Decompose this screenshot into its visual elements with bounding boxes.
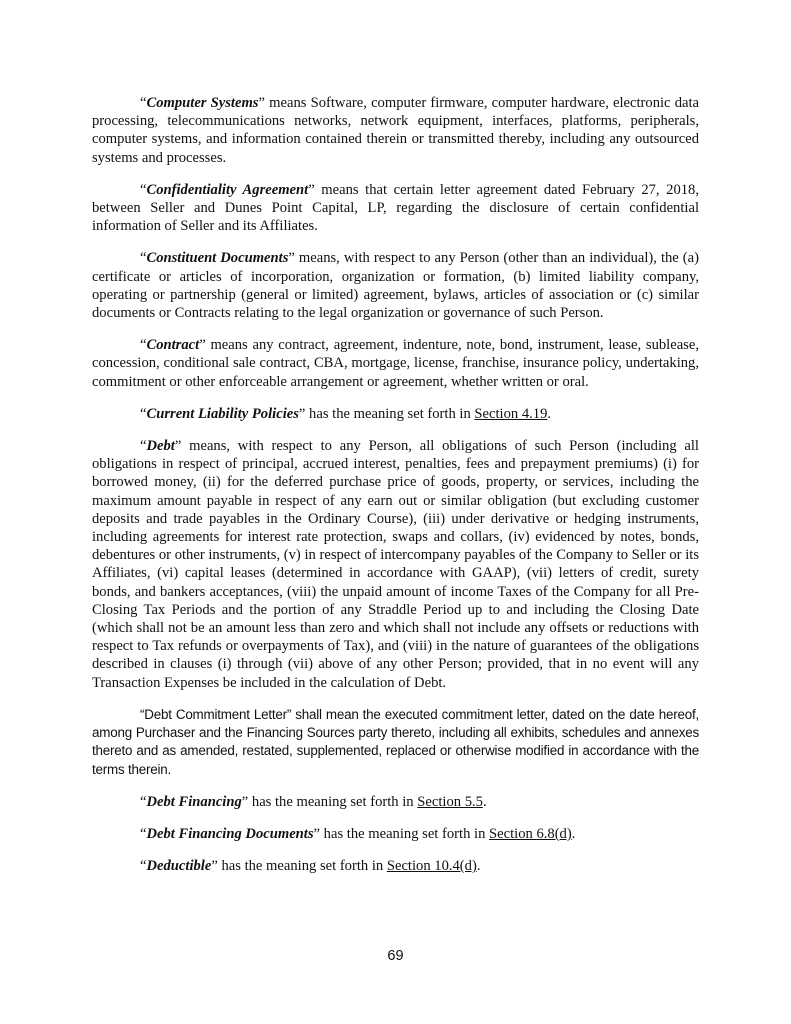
definition-text: means Software, computer firmware, computer hardware, electronic data processing, telecommunications networks, network equipment, interfaces, platforms, peripherals, computer systems, and information contained therein or transmitted thereby, including any outsourced systems and processes. — [92, 95, 699, 166]
definition-text: has the meaning set forth in — [305, 405, 475, 422]
defined-term: Constituent Documents — [146, 250, 289, 267]
definition-tail: . — [482, 793, 487, 810]
definition-text: means, with respect to any Person, all obligations of such Person (including all obligations in respect of principal, accrued interest, penalties, fees and prepayment premiums) (i) for borrowed money, (ii) for the deferred purchase price of goods, property, or services, including the maximum amount payable in respect of any earn out or similar obligation (but excluding customer deposits and trade payables in the Ordinary Course), (iii) under derivative or hedging instruments, including agreements for interest rate protection, swaps and collars, (iv) evidenced by notes, bonds, debentures or other instruments, (v) in respect of intercompany payables of the Company to Seller or its Affiliates, (vi) capital leases (determined in accordance with GAAP), (vii) letters of credit, surety bonds, and bankers acceptances, (viii) the unpaid amount of income Taxes of the Company for all Pre-Closing Tax Periods and the portion of any Straddle Period up to and including the Closing Date (which shall not be an amount less than zero and which shall not include any offsets or reductions with respect to Tax refunds or overpayments of Tax), and (viii) in the nature of guarantees of the obligations described in clauses (i) through (vii) above of any other Person; provided, that in no event will any Transaction Expenses be included in the calculation of Debt. — [92, 438, 699, 691]
page-number: 69 — [387, 948, 404, 964]
definition-computer-systems: “Computer Systems” means Software, computer firmware, computer hardware, electronic data processing, telecommunications networks, network equipment, interfaces, platforms, peripherals, computer systems, and information contained therein or transmitted thereby, including any outsourced systems and processes. — [92, 95, 699, 166]
definition-deductible: “Deductible” has the meaning set forth in Section 10.4(d). — [140, 858, 481, 875]
definition-debt-financing: “Debt Financing” has the meaning set forth in Section 5.5. — [140, 793, 487, 810]
definition-debt-commitment-letter: “Debt Commitment Letter” shall mean the executed commitment letter, dated on the date hereof, among Purchaser and the Financing Sources party thereto, including all exhibits, schedules and annexes thereto and as amended, restated, supplemented, replaced or otherwise modified in accordance with the terms therein. — [92, 706, 699, 777]
definition-tail: . — [547, 405, 552, 422]
definition-tail: . — [571, 825, 576, 842]
definition-text: has the meaning set forth in — [248, 793, 418, 810]
defined-term: Debt Financing Documents — [146, 825, 314, 842]
definition-contract: “Contract” means any contract, agreement, indenture, note, bond, instrument, lease, sublease, concession, conditional sale contract, CBA, mortgage, license, franchise, insurance policy, undertaking, commitment or other enforceable arrangement or agreement, whether written or oral. — [92, 337, 699, 390]
definition-text: means any contract, agreement, indenture, note, bond, instrument, lease, sublease, concession, conditional sale contract, CBA, mortgage, license, franchise, insurance policy, undertaking, commitment or other enforceable arrangement or agreement, whether written or oral. — [92, 337, 699, 390]
definition-text: means that certain letter agreement dated February 27, 2018, between Seller and Dunes Point Capital, LP, regarding the disclosure of certain confidential information of Seller and its Affiliates. — [92, 181, 699, 235]
defined-term: Debt — [146, 438, 175, 455]
definition-debt-financing-documents: “Debt Financing Documents” has the meaning set forth in Section 6.8(d). — [140, 825, 576, 842]
definitions-list — [92, 94, 699, 889]
definition-constituent-documents: “Constituent Documents” means, with respect to any Person (other than an individual), the (a) certificate or articles of incorporation, organization or formation, (b) limited liability company, operating or partnership (general or limited) agreement, bylaws, articles of association or (c) similar documents or Contracts relating to the legal organization or governance of such Person. — [92, 250, 700, 322]
defined-term: Debt Commitment Letter — [144, 706, 287, 722]
definition-current-liability-policies: “Current Liability Policies” has the meaning set forth in Section 4.19. — [140, 405, 552, 422]
section-reference-link[interactable]: Section 6.8(d) — [489, 825, 572, 842]
definition-tail: . — [476, 858, 481, 875]
section-reference-link[interactable]: Section 5.5 — [417, 793, 483, 810]
defined-term: Contract — [146, 337, 200, 354]
defined-term: Confidentiality Agreement — [146, 181, 309, 198]
definition-debt: “Debt” means, with respect to any Person, all obligations of such Person (including all obligations in respect of principal, accrued interest, penalties, fees and prepayment premiums) (i) for borrowed money, (ii) for the deferred purchase price of goods, property, or services, including the maximum amount payable in respect of any earn out or similar obligation (but excluding customer deposits and trade payables in the Ordinary Course), (iii) under derivative or hedging instruments, including agreements for interest rate protection, swaps and collars, (iv) evidenced by notes, bonds, debentures or other instruments, (v) in respect of intercompany payables of the Company to Seller or its Affiliates, (vi) capital leases (determined in accordance with GAAP), (vii) letters of credit, surety bonds, and bankers acceptances, (viii) the unpaid amount of income Taxes of the Company for all Pre-Closing Tax Periods and the portion of any Straddle Period up to and including the Closing Date (which shall not be an amount less than zero and which shall not include any offsets or reductions with respect to Tax refunds or overpayments of Tax), and (viii) in the nature of guarantees of the obligations described in clauses (i) through (vii) above of any other Person; provided, that in no event will any Transaction Expenses be included in the calculation of Debt. — [92, 438, 699, 691]
definition-confidentiality-agreement: “Confidentiality Agreement” means that certain letter agreement dated February 27, 2018, between Seller and Dunes Point Capital, LP, regarding the disclosure of certain confidential information of Seller and its Affiliates. — [92, 181, 699, 235]
defined-term: Current Liability Policies — [146, 405, 299, 422]
defined-term: Deductible — [146, 858, 212, 875]
definition-text: shall mean the executed commitment letter, dated on the date hereof, among Purchaser and the Financing Sources party thereto, including all exhibits, schedules and annexes thereto and as amended, restated, supplemented, replaced or otherwise modified in accordance with the terms therein. — [92, 706, 699, 777]
section-reference-link[interactable]: Section 4.19 — [474, 405, 548, 422]
definition-text: has the meaning set forth in — [217, 858, 387, 875]
defined-term: Debt Financing — [146, 793, 242, 810]
section-reference-link[interactable]: Section 10.4(d) — [386, 858, 477, 875]
defined-term: Computer Systems — [146, 95, 259, 111]
definition-text: means, with respect to any Person (other than an individual), the (a) certificate or articles of incorporation, organization or formation, (b) limited liability company, operating or partnership (general or limited) agreement, bylaws, articles of association or (c) similar documents or Contracts relating to the legal organization or governance of such Person. — [92, 250, 700, 322]
definition-text: has the meaning set forth in — [320, 825, 490, 842]
